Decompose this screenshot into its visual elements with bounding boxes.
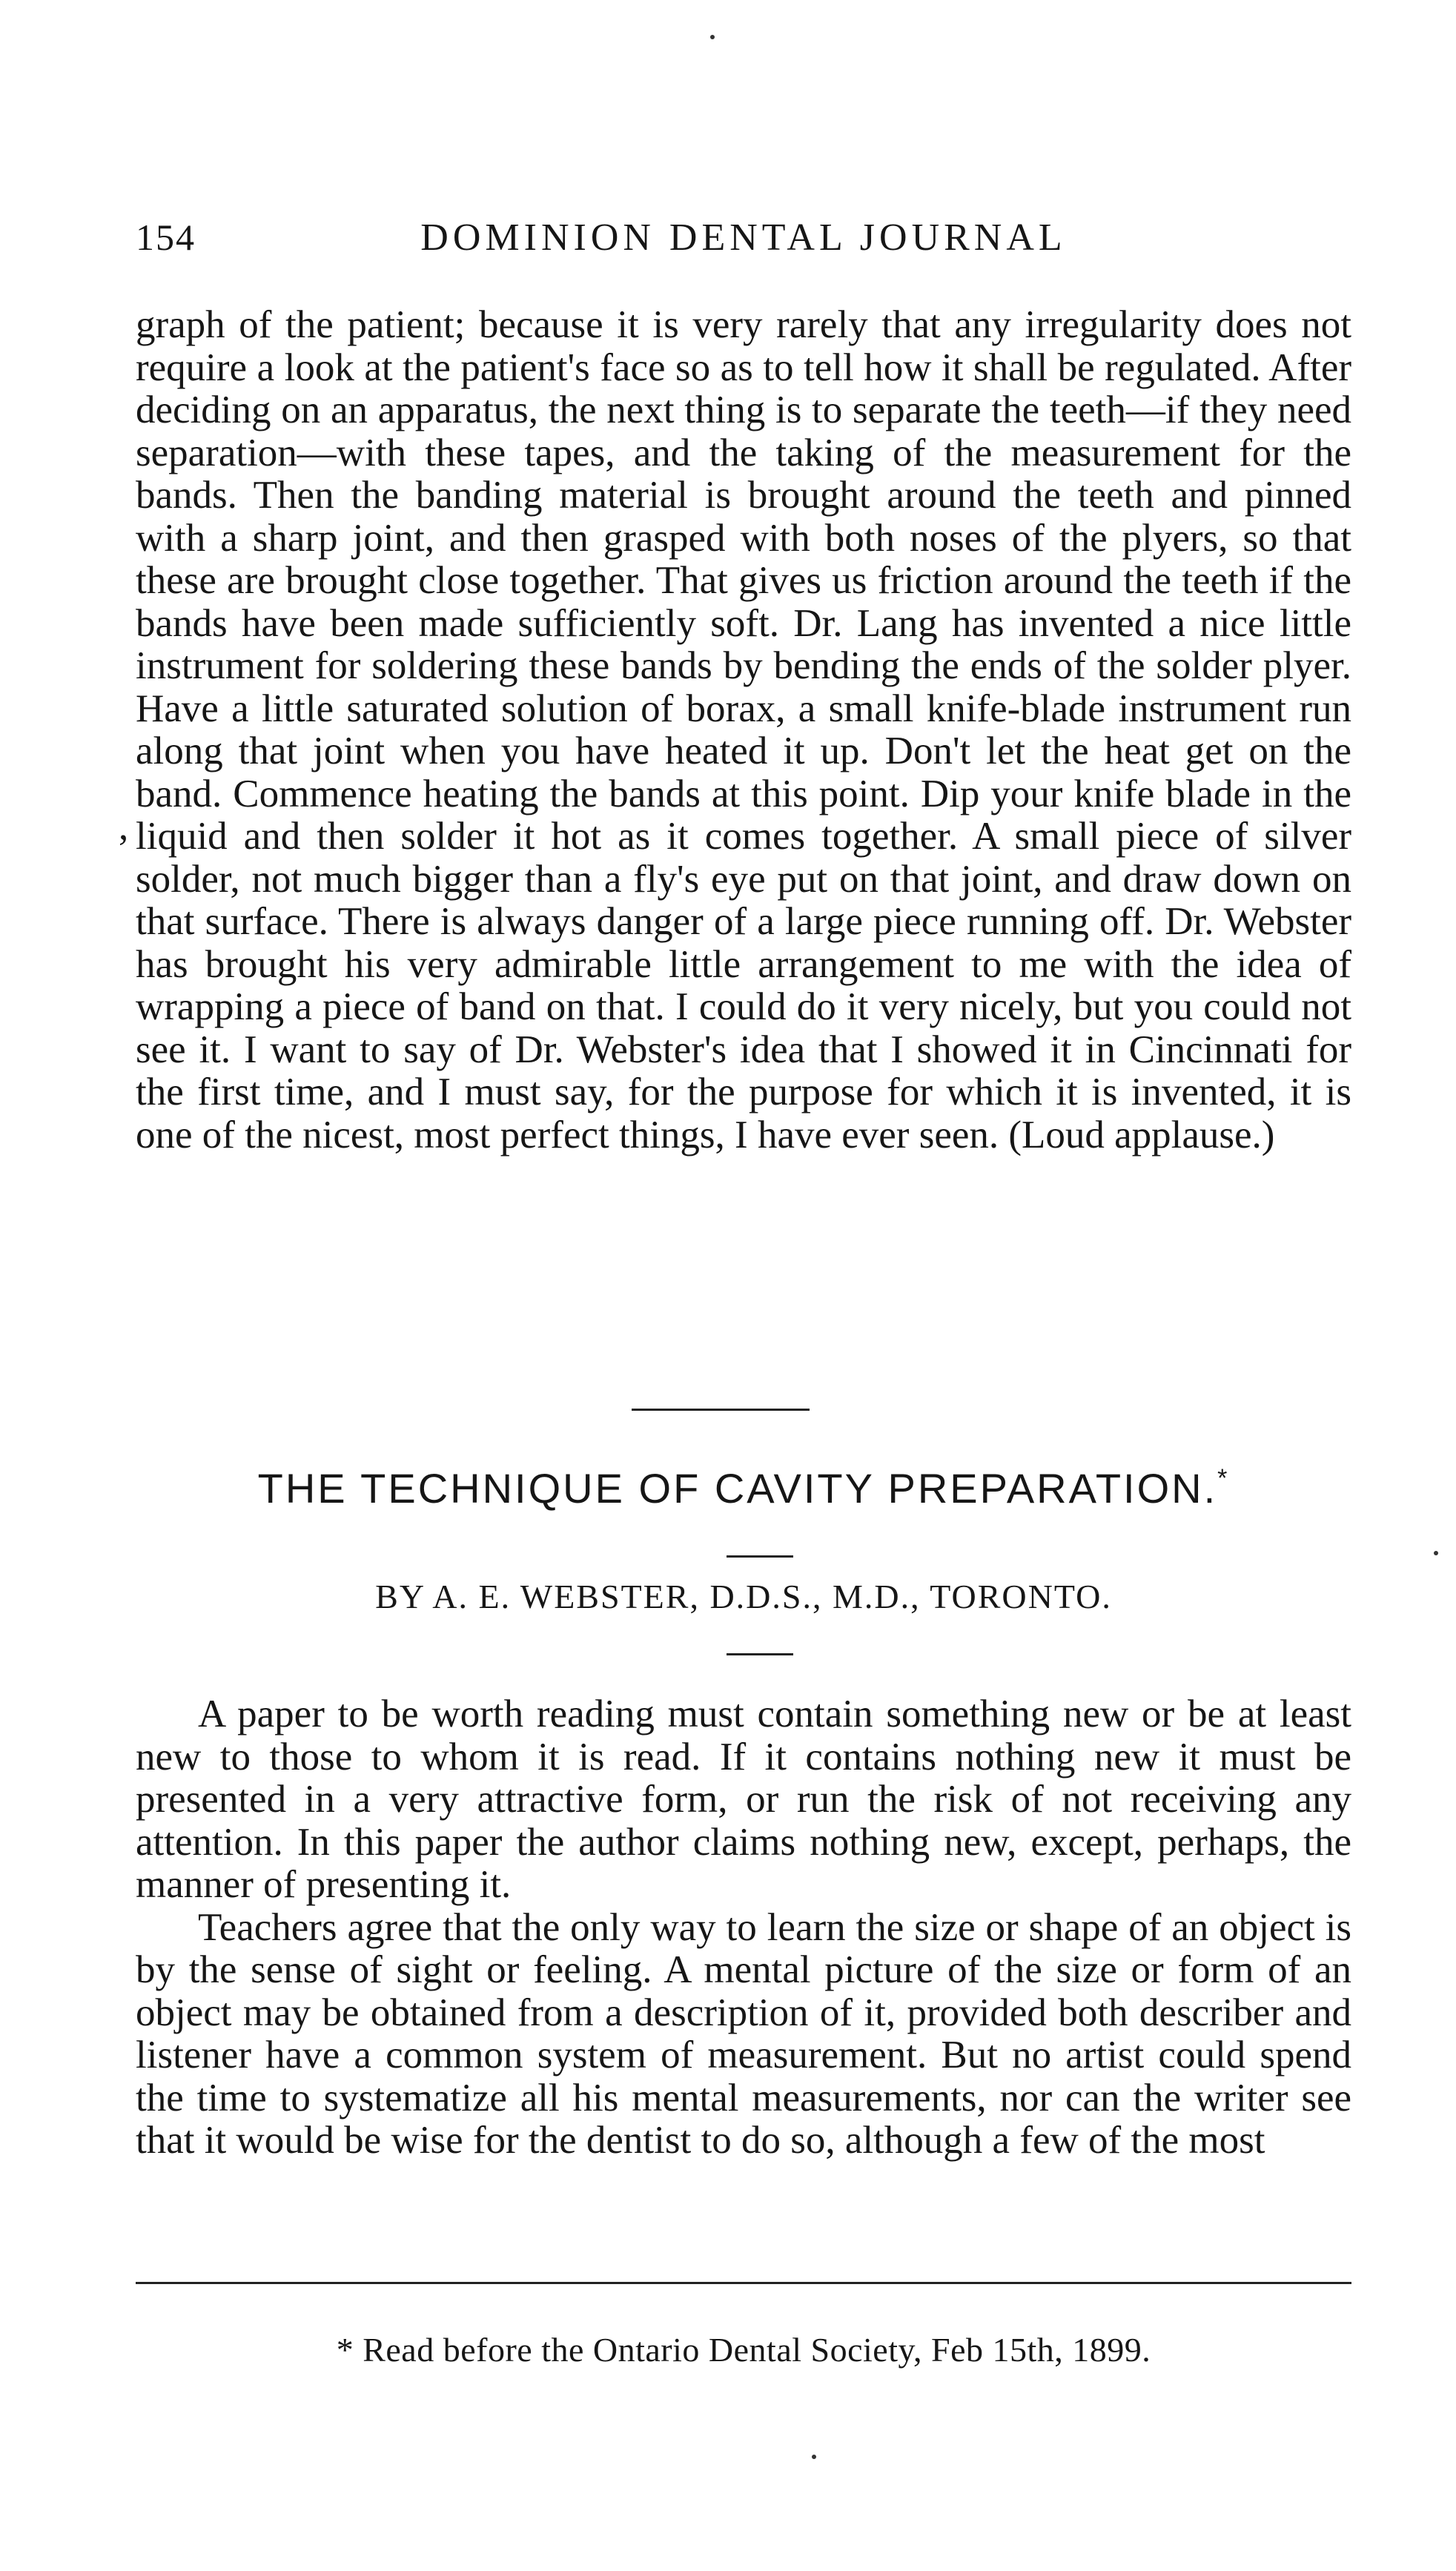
title-rule [727, 1555, 793, 1558]
paragraph: A paper to be worth reading must contain something new or be at least new to those to whom it is read. If it contains nothing new it must be presented in a very attractive form, or run the risk of not receiving any attention. In this paper the author claims nothing new, except, perhaps, the manner of presenting it. [136, 1693, 1351, 1906]
article-title-text: THE TECHNIQUE OF CAVITY PREPARATION. [257, 1465, 1218, 1512]
running-head [136, 210, 1351, 277]
paragraph: Teachers agree that the only way to learn the size or shape of an object is by the sense of sight or feeling. A mental picture of the size or form of an object may be obtained from a description of it, provided both describer and listener have a common system of measurement. But no artist could spend the time to systematize all his mental measurements, nor can the writer see that it would be wise for the dentist to do so, although a few of the most [136, 1905, 1351, 2162]
footnote-rule [136, 2282, 1351, 2284]
byline: BY A. E. WEBSTER, D.D.S., M.D., TORONTO. [375, 1578, 1112, 1615]
page-number: 154 [136, 216, 196, 258]
footnote-mark: * [1217, 1464, 1230, 1492]
ink-speck [812, 2455, 816, 2459]
margin-mark: , [119, 805, 129, 848]
continuation-text: graph of the patient; because it is very rarely that any irregularity does not require a look at the patient's face so as to tell how it shall be regulated. After deciding on an apparatus, the next thing is to separate the teeth—if they need separation—with these tapes, and the taking of the measurement for the bands. Then the banding material is brought around the teeth and pinned with a sharp joint, and then grasped with both noses of the plyers, so that these are brought close together. That gives us friction around the teeth if the bands have been made sufficiently soft. Dr. Lang has invented a nice little instrument for soldering these bands by bending the ends of the solder plyer. Have a little saturated solution of borax, a small knife-blade instrument run along that joint when you have heated it up. Don't let the heat get on the band. Commence heating the bands at this point. Dip your knife blade in the liquid and then solder it hot as it comes together. A small piece of silver solder, not much bigger than a fly's eye put on that joint, and draw down on that surface. There is always danger of a large piece running off. Dr. Webster has brought his very admirable little arrangement to me with the idea of wrapping a piece of band on that. I could do it very nicely, but you could not see it. I want to say of Dr. Webster's idea that I showed it in Cincinnati for the first time, and I must say, for the purpose for which it is invented, it is one of the nicest, most perfect things, I have ever seen. (Loud applause.) [136, 303, 1351, 1157]
ink-speck [710, 35, 715, 39]
section-divider [632, 1409, 810, 1411]
article-title [136, 1464, 1351, 1512]
footnote: * Read before the Ontario Dental Society, Feb 15th, 1899. [336, 2331, 1151, 2369]
ink-speck [1434, 1551, 1438, 1555]
article-body [136, 1693, 1351, 2163]
byline-rule [727, 1653, 793, 1655]
journal-title: DOMINION DENTAL JOURNAL [420, 216, 1067, 259]
